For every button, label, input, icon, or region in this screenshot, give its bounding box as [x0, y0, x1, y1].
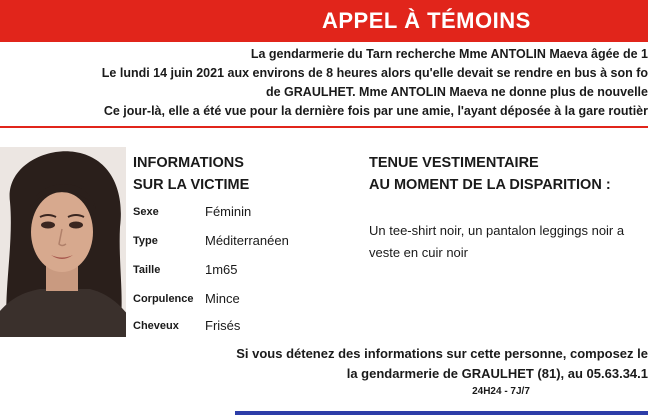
field-value-cheveux: Frisés [205, 318, 241, 333]
clothing-description [369, 220, 624, 264]
field-value-taille: 1m65 [205, 262, 238, 277]
clothing-line-1: Un tee-shirt noir, un pantalon leggings noir a [369, 223, 625, 238]
clothing-line-2: veste en cuir noir [369, 245, 468, 260]
section-divider [0, 126, 648, 128]
intro-line-3: de GRAULHET. Mme ANTOLIN Maeva ne donne plus de nouvelle [265, 85, 648, 99]
clothing-title-2: AU MOMENT DE LA DISPARITION : [369, 177, 611, 193]
field-label-corpulence: Corpulence [133, 293, 194, 305]
intro-line-2: Le lundi 14 juin 2021 aux environs de 8 heures alors qu'elle devait se rendre en bus à son fo [101, 66, 648, 80]
field-label-type: Type [133, 235, 158, 247]
header-banner [0, 0, 648, 42]
contact-line-1: Si vous détenez des informations sur cette personne, composez le [236, 346, 648, 361]
page-title: APPEL À TÉMOINS [322, 8, 531, 33]
victim-info-title-1: INFORMATIONS [133, 155, 244, 171]
intro-line-4: Ce jour-là, elle a été vue pour la dernière fois par une amie, l'ayant déposée à la gare routièr [103, 104, 648, 118]
field-label-taille: Taille [133, 264, 161, 276]
victim-info-title-2: SUR LA VICTIME [133, 177, 250, 193]
field-label-cheveux: Cheveux [133, 320, 179, 332]
footer-bar [235, 411, 648, 415]
field-value-sexe: Féminin [205, 204, 252, 219]
contact-line-2: la gendarmerie de GRAULHET (81), au 05.63.34.1 [346, 366, 648, 381]
field-label-sexe: Sexe [133, 206, 159, 218]
intro-line-1: La gendarmerie du Tarn recherche Mme ANTOLIN Maeva âgée de 1 [250, 47, 648, 61]
victim-photo [0, 147, 126, 337]
contact-hours: 24H24 - 7J/7 [472, 386, 530, 397]
clothing-title-1: TENUE VESTIMENTAIRE [369, 155, 539, 171]
field-value-corpulence: Mince [205, 291, 240, 306]
field-value-type: Méditerranéen [205, 233, 289, 248]
person-photo-icon [0, 147, 126, 337]
